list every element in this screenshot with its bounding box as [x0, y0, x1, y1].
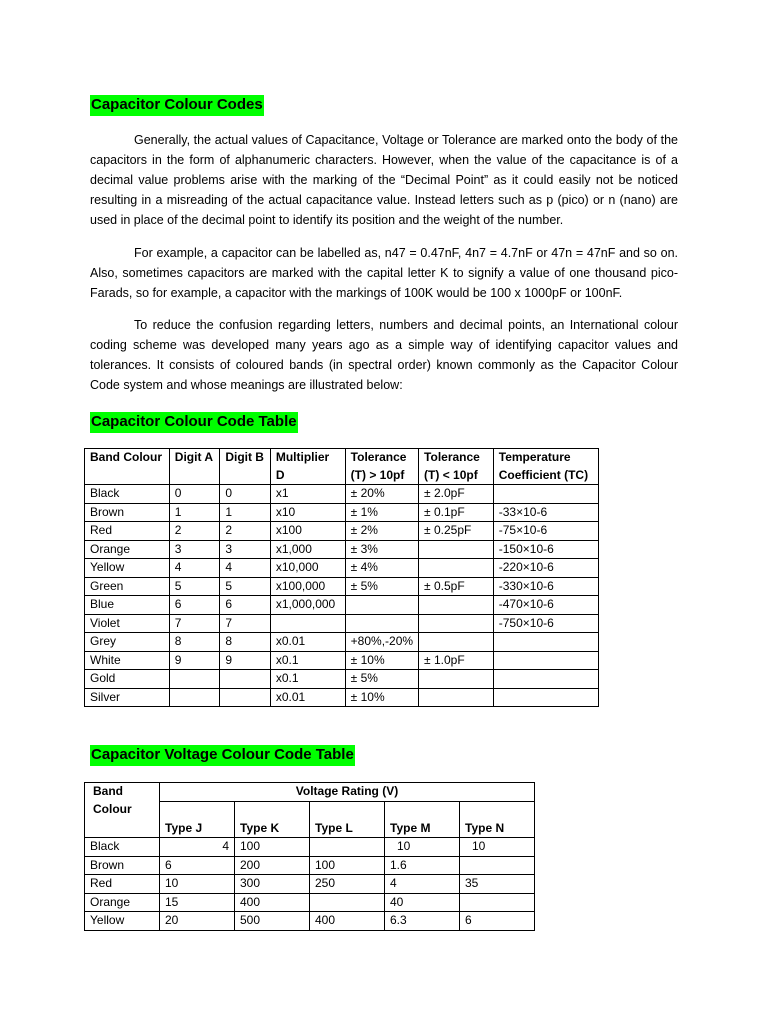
table-cell	[419, 596, 494, 615]
table-cell: 5	[169, 577, 220, 596]
table-cell: 250	[310, 875, 385, 894]
table-cell: 1	[169, 503, 220, 522]
table-cell: Grey	[85, 633, 170, 652]
table2-body	[85, 838, 535, 931]
table-cell: Brown	[85, 503, 170, 522]
table2-header-type-j: Type J	[160, 801, 235, 838]
table-cell: Orange	[85, 540, 170, 559]
table-cell: ± 10%	[345, 651, 418, 670]
table-row	[85, 875, 535, 894]
table-cell	[220, 688, 271, 707]
table-cell	[493, 633, 598, 652]
heading-capacitor-colour-code-table: Capacitor Colour Code Table	[90, 412, 298, 433]
table-cell	[419, 670, 494, 689]
table-cell: Red	[85, 875, 160, 894]
table-cell: 9	[220, 651, 271, 670]
table-cell: ± 5%	[345, 577, 418, 596]
paragraph-3-text: To reduce the confusion regarding letters, numbers and decimal points, an International colour coding scheme was developed many years ago as a simple way of identifying capacitor values and tolerances. It consists of coloured bands (in spectral order) known commonly as the Capacitor Colour Code system and whose meanings are illustrated below:	[90, 318, 678, 392]
table-cell: x1	[270, 485, 345, 504]
table-cell: Yellow	[85, 912, 160, 931]
table2-header-type-k: Type K	[235, 801, 310, 838]
table-row	[85, 614, 599, 633]
table-cell: -33×10-6	[493, 503, 598, 522]
table2-header-type-n: Type N	[460, 801, 535, 838]
table-cell	[419, 633, 494, 652]
table-cell: ± 1.0pF	[419, 651, 494, 670]
table-cell	[493, 485, 598, 504]
table-cell: 2	[220, 522, 271, 541]
table-row	[85, 912, 535, 931]
table1-header-digit-b: Digit B	[220, 449, 271, 485]
table-cell: 300	[235, 875, 310, 894]
capacitor-colour-code-table	[84, 448, 599, 707]
table-cell: Black	[85, 485, 170, 504]
table-cell: -75×10-6	[493, 522, 598, 541]
table-cell: -750×10-6	[493, 614, 598, 633]
table-cell: 10	[385, 838, 460, 857]
table-cell: x10,000	[270, 559, 345, 578]
table-cell: 6	[169, 596, 220, 615]
table-cell	[169, 670, 220, 689]
table-cell: ± 10%	[345, 688, 418, 707]
table-cell: Green	[85, 577, 170, 596]
table-cell: -330×10-6	[493, 577, 598, 596]
table1-header-multiplier: Multiplier D	[270, 449, 345, 485]
table-cell: 6	[220, 596, 271, 615]
table-cell: 35	[460, 875, 535, 894]
table-cell	[220, 670, 271, 689]
table-row	[85, 633, 599, 652]
table-cell: ± 3%	[345, 540, 418, 559]
table-cell: ± 2%	[345, 522, 418, 541]
table-cell	[310, 838, 385, 857]
table-row	[85, 688, 599, 707]
table-cell: x100,000	[270, 577, 345, 596]
table-cell: 10	[160, 875, 235, 894]
table1-body	[85, 485, 599, 707]
table-row	[85, 893, 535, 912]
table-cell: 4	[160, 838, 235, 857]
table-cell: ± 0.25pF	[419, 522, 494, 541]
paragraph-2	[90, 243, 678, 303]
table-cell: +80%,-20%	[345, 633, 418, 652]
table-cell: ± 4%	[345, 559, 418, 578]
table-row	[85, 540, 599, 559]
table-cell	[345, 596, 418, 615]
table-cell: x0.01	[270, 688, 345, 707]
heading-capacitor-colour-codes: Capacitor Colour Codes	[90, 95, 264, 116]
table1-header-tolerance-gt: Tolerance (T) > 10pf	[345, 449, 418, 485]
table-cell: x1,000,000	[270, 596, 345, 615]
table-cell: 10	[460, 838, 535, 857]
table-cell: -220×10-6	[493, 559, 598, 578]
table-row	[85, 651, 599, 670]
table-cell: 1	[220, 503, 271, 522]
table-cell: White	[85, 651, 170, 670]
table-cell: 100	[235, 838, 310, 857]
table-cell: Gold	[85, 670, 170, 689]
table-cell: 3	[169, 540, 220, 559]
table-cell: 9	[169, 651, 220, 670]
table-row	[85, 503, 599, 522]
table-cell: x0.1	[270, 651, 345, 670]
table-cell: 7	[220, 614, 271, 633]
table-cell: 6.3	[385, 912, 460, 931]
table-cell: Violet	[85, 614, 170, 633]
table-row	[85, 577, 599, 596]
table-cell	[345, 614, 418, 633]
table-cell: 5	[220, 577, 271, 596]
table-cell: Blue	[85, 596, 170, 615]
table-cell: 4	[169, 559, 220, 578]
table-cell	[460, 893, 535, 912]
table2-header-voltage-rating: Voltage Rating (V)	[160, 783, 535, 802]
table-cell	[493, 688, 598, 707]
table-cell: 15	[160, 893, 235, 912]
table-cell: 1.6	[385, 856, 460, 875]
table-row	[85, 670, 599, 689]
table-cell	[419, 559, 494, 578]
paragraph-3	[90, 315, 678, 395]
table1-header-row	[85, 449, 599, 485]
table-cell: 7	[169, 614, 220, 633]
table-cell: 0	[169, 485, 220, 504]
table1-header-band-colour: Band Colour	[85, 449, 170, 485]
table-cell: ± 0.1pF	[419, 503, 494, 522]
paragraph-2-text: For example, a capacitor can be labelled as, n47 = 0.47nF, 4n7 = 4.7nF or 47n = 47nF and so on. Also, sometimes capacitors are marked with the capital letter K to signify a value of one thousand pico-Farads, so for example, a capacitor with the markings of 100K would be 100 x 1000pF or 100nF.	[90, 246, 678, 300]
table-cell	[460, 856, 535, 875]
table2-header-type-l: Type L	[310, 801, 385, 838]
table-cell: 20	[160, 912, 235, 931]
table-cell: -150×10-6	[493, 540, 598, 559]
table-row	[85, 856, 535, 875]
table-row	[85, 522, 599, 541]
table-cell: 200	[235, 856, 310, 875]
table-cell: 400	[235, 893, 310, 912]
table-cell: ± 5%	[345, 670, 418, 689]
table-cell: x0.1	[270, 670, 345, 689]
table-cell: 6	[460, 912, 535, 931]
table-cell: 8	[220, 633, 271, 652]
table-cell: Brown	[85, 856, 160, 875]
table-cell: 4	[385, 875, 460, 894]
table-cell	[310, 893, 385, 912]
table-cell: -470×10-6	[493, 596, 598, 615]
table-cell: 2	[169, 522, 220, 541]
table-cell: ± 1%	[345, 503, 418, 522]
table-cell: Black	[85, 838, 160, 857]
table-cell: Yellow	[85, 559, 170, 578]
table-cell	[419, 688, 494, 707]
table-cell: x10	[270, 503, 345, 522]
table-cell: x100	[270, 522, 345, 541]
table-cell: 500	[235, 912, 310, 931]
table-cell: 3	[220, 540, 271, 559]
table-cell: x0.01	[270, 633, 345, 652]
table2-header-band-colour: Band Colour	[85, 783, 160, 838]
capacitor-voltage-colour-code-table	[84, 782, 535, 931]
table-cell	[493, 651, 598, 670]
table-cell: 400	[310, 912, 385, 931]
table-cell	[419, 540, 494, 559]
table-cell: 4	[220, 559, 271, 578]
table-cell: Red	[85, 522, 170, 541]
table-cell: ± 0.5pF	[419, 577, 494, 596]
table-cell: ± 20%	[345, 485, 418, 504]
heading-capacitor-voltage-colour-code-table: Capacitor Voltage Colour Code Table	[90, 745, 355, 766]
table1-header-digit-a: Digit A	[169, 449, 220, 485]
paragraph-1-text: Generally, the actual values of Capacitance, Voltage or Tolerance are marked onto the body of the capacitors in the form of alphanumeric characters. However, when the value of the capacitance is of a decimal value problems arise with the marking of the “Decimal Point” as it could easily not be noticed resulting in a misreading of the actual capacitance value. Instead letters such as p (pico) or n (nano) are used in place of the decimal point to identify its position and the weight of the number.	[90, 133, 678, 227]
table-cell	[419, 614, 494, 633]
table-row	[85, 838, 535, 857]
table-cell: 100	[310, 856, 385, 875]
paragraph-1	[90, 130, 678, 230]
table-cell: ± 2.0pF	[419, 485, 494, 504]
table-cell	[493, 670, 598, 689]
table-cell: 0	[220, 485, 271, 504]
table-row	[85, 559, 599, 578]
table-cell: 6	[160, 856, 235, 875]
table-cell	[270, 614, 345, 633]
table-cell: 40	[385, 893, 460, 912]
table1-header-tolerance-lt: Tolerance (T) < 10pf	[419, 449, 494, 485]
table-row	[85, 485, 599, 504]
table2-header-row	[85, 783, 535, 802]
table-cell: x1,000	[270, 540, 345, 559]
table2-header-type-m: Type M	[385, 801, 460, 838]
table-cell	[169, 688, 220, 707]
table1-header-temp-coefficient: Temperature Coefficient (TC)	[493, 449, 598, 485]
table-cell: Silver	[85, 688, 170, 707]
table-cell: Orange	[85, 893, 160, 912]
table-cell: 8	[169, 633, 220, 652]
table-row	[85, 596, 599, 615]
